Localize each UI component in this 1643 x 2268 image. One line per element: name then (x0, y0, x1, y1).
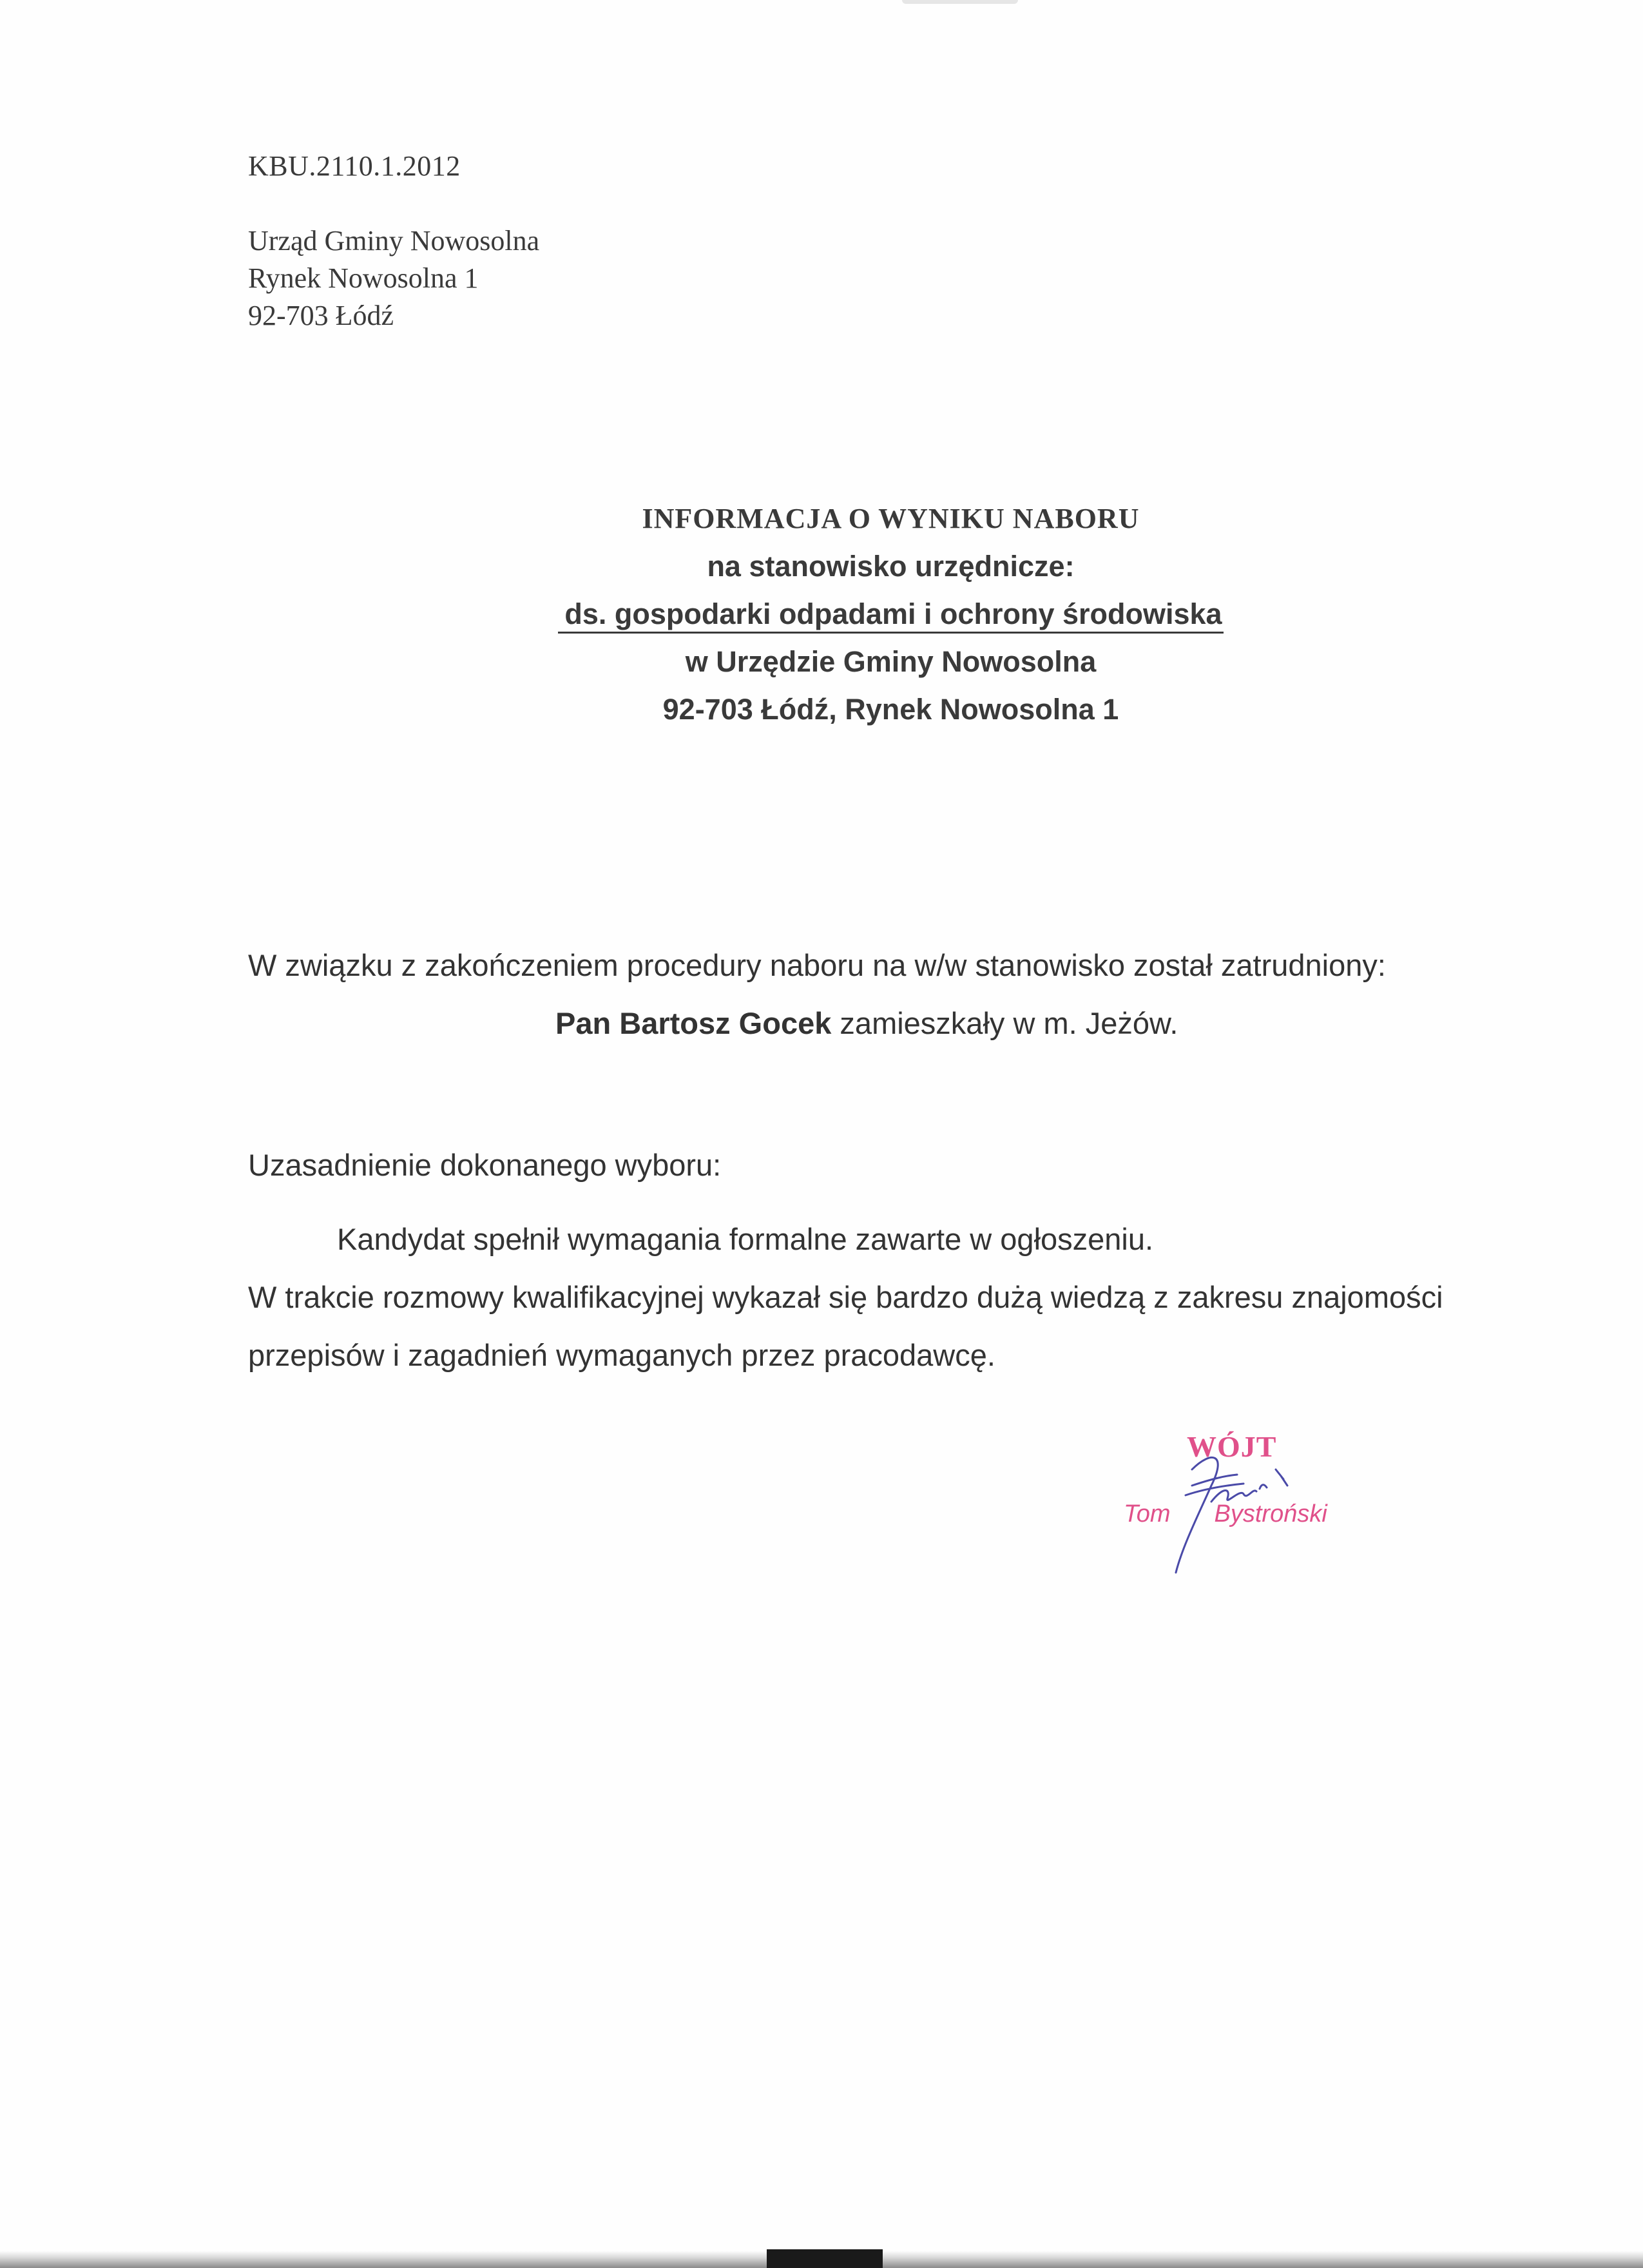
heading-position: ds. gospodarki odpadami i ochrony środowiska (558, 597, 1223, 634)
heading-line-5: 92-703 Łódź, Rynek Nowosolna 1 (662, 693, 1119, 726)
stamp-title: WÓJT (1187, 1430, 1277, 1463)
scan-artifact-top (902, 0, 1018, 4)
reference-number: KBU.2110.1.2012 (248, 150, 461, 182)
justification-line-1: Kandydat spełnił wymagania formalne zawarte w ogłoszeniu. (337, 1222, 1154, 1256)
sender-line-2: Rynek Nowosolna 1 (248, 262, 479, 294)
hired-person-residence: zamieszkały w m. Jeżów. (831, 1006, 1178, 1040)
sender-line-3: 92-703 Łódź (248, 300, 394, 331)
announcement-heading (451, 499, 1331, 729)
handwritten-signature (1115, 1424, 1385, 1579)
sender-line-1: Urząd Gminy Nowosolna (248, 225, 540, 257)
scan-artifact-dark (767, 2249, 883, 2268)
heading-line-2: na stanowisko urzędnicze: (707, 550, 1075, 583)
hired-person-name: Pan Bartosz Gocek (555, 1006, 832, 1040)
stamp-name-part-1: Tom (1124, 1500, 1171, 1527)
intro-paragraph: W związku z zakończeniem procedury naboru na w/w stanowisko został zatrudniony: (248, 948, 1386, 982)
hired-person-line (555, 1005, 1178, 1041)
sender-address (248, 222, 539, 334)
heading-line-4: w Urzędzie Gminy Nowosolna (685, 645, 1097, 678)
official-stamp (1115, 1424, 1385, 1579)
justification-line-2: W trakcie rozmowy kwalifikacyjnej wykazał się bardzo dużą wiedzą z zakresu znajomości (248, 1280, 1443, 1314)
justification-line-3: przepisów i zagadnień wymaganych przez pracodawcę. (248, 1338, 995, 1372)
justification-heading: Uzasadnienie dokonanego wyboru: (248, 1148, 722, 1182)
heading-title: INFORMACJA O WYNIKU NABORU (642, 503, 1140, 534)
stamp-name-part-2: Bystroński (1214, 1500, 1327, 1527)
